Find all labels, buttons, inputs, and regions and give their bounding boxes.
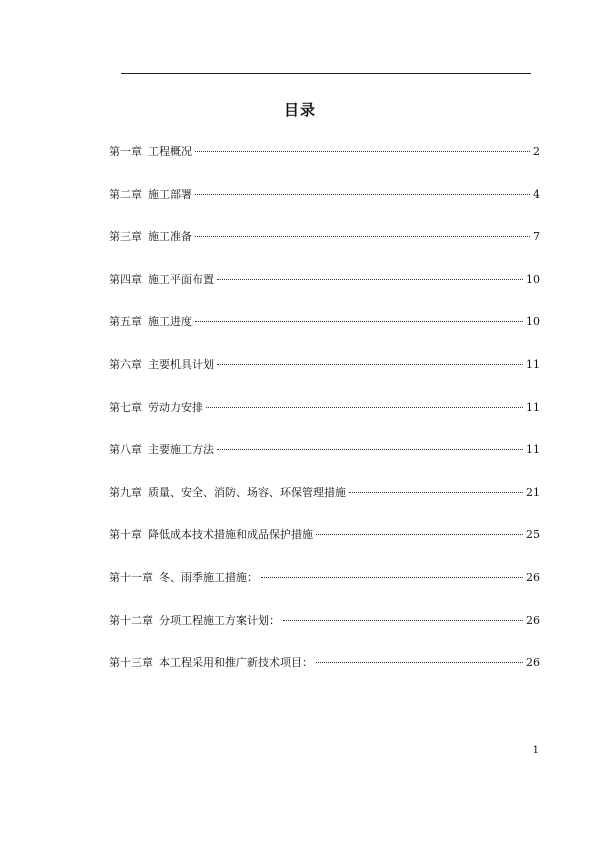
toc-page-number: 25: [526, 528, 540, 542]
toc-heading: 主要施工方法: [148, 443, 214, 457]
toc-list: [109, 143, 540, 697]
toc-entry[interactable]: [109, 526, 540, 569]
toc-page-number: 10: [526, 272, 540, 286]
toc-heading: 降低成本技术措施和成品保护措施: [148, 528, 313, 542]
toc-chapter-number: 第十二章: [109, 613, 153, 627]
toc-chapter-number: 第十三章: [109, 656, 153, 670]
toc-chapter-number: 第十一章: [109, 570, 153, 584]
toc-heading: 质量、安全、消防、场容、环保管理措施: [148, 485, 346, 499]
toc-chapter-number: 第一章: [109, 145, 142, 158]
toc-page-number: 11: [526, 400, 540, 414]
toc-heading: 施工部署: [148, 187, 192, 201]
dot-leader: [195, 194, 530, 195]
toc-page-number: 26: [526, 656, 540, 670]
dot-leader: [217, 279, 523, 280]
toc-entry[interactable]: [109, 271, 540, 314]
toc-entry[interactable]: [109, 612, 540, 655]
toc-heading: 本工程采用和推广新技术项目：: [159, 656, 313, 670]
toc-entry[interactable]: [109, 441, 540, 484]
toc-page-number: 21: [526, 485, 540, 499]
dot-leader: [195, 236, 530, 237]
toc-chapter-number: 第七章: [109, 400, 142, 414]
toc-page-number: 11: [526, 357, 540, 371]
toc-page-number: 10: [526, 315, 540, 329]
toc-entry[interactable]: [109, 654, 540, 697]
toc-entry[interactable]: [109, 569, 540, 612]
header-rule: [121, 73, 531, 74]
footer-page-number: 1: [532, 745, 539, 756]
toc-heading: 分项工程施工方案计划：: [159, 613, 280, 627]
toc-entry[interactable]: [109, 143, 540, 186]
dot-leader: [316, 662, 523, 663]
toc-heading: 施工进度: [148, 315, 192, 329]
toc-entry[interactable]: [109, 313, 540, 356]
toc-chapter-number: 第十章: [109, 528, 142, 542]
dot-leader: [195, 151, 530, 152]
toc-entry[interactable]: [109, 399, 540, 442]
toc-heading: 工程概况: [148, 145, 192, 158]
dot-leader: [261, 577, 523, 578]
dot-leader: [283, 620, 523, 621]
toc-chapter-number: 第九章: [109, 485, 142, 499]
toc-chapter-number: 第八章: [109, 443, 142, 457]
toc-heading: 劳动力安排: [148, 400, 203, 414]
dot-leader: [217, 364, 523, 365]
toc-heading: 主要机具计划: [148, 357, 214, 371]
toc-entry[interactable]: [109, 228, 540, 271]
dot-leader: [195, 321, 523, 322]
dot-leader: [316, 534, 523, 535]
toc-page-number: 11: [526, 443, 540, 457]
dot-leader: [217, 449, 523, 450]
toc-heading: 施工平面布置: [148, 272, 214, 286]
toc-title: 目录: [283, 101, 316, 119]
toc-entry[interactable]: [109, 356, 540, 399]
toc-page-number: 2: [533, 145, 540, 158]
toc-page-number: 26: [526, 613, 540, 627]
toc-chapter-number: 第五章: [109, 315, 142, 329]
dot-leader: [206, 407, 523, 408]
toc-chapter-number: 第六章: [109, 357, 142, 371]
dot-leader: [349, 492, 523, 493]
toc-entry[interactable]: [109, 484, 540, 527]
toc-page-number: 26: [526, 570, 540, 584]
toc-page-number: 4: [533, 187, 540, 201]
toc-heading: 冬、雨季施工措施：: [159, 570, 258, 584]
toc-page-number: 7: [533, 230, 540, 244]
toc-entry[interactable]: [109, 186, 540, 229]
toc-chapter-number: 第四章: [109, 272, 142, 286]
toc-heading: 施工准备: [148, 230, 192, 244]
toc-chapter-number: 第二章: [109, 187, 142, 201]
toc-chapter-number: 第三章: [109, 230, 142, 244]
